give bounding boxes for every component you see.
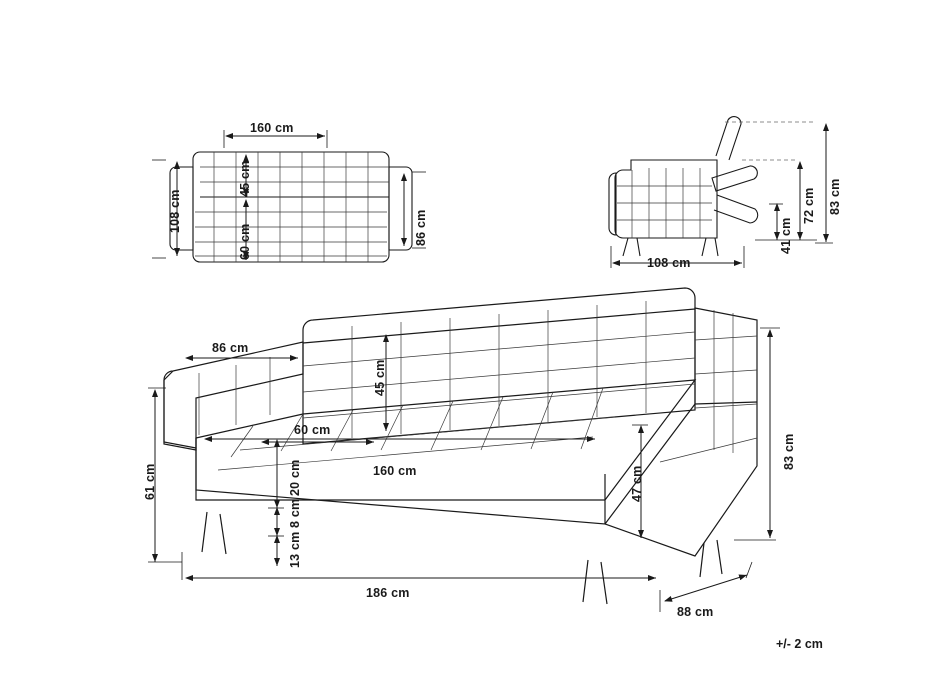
dim-top-seat-back: 45 cm — [238, 160, 252, 197]
dim-top-seat-depth: 60 cm — [238, 223, 252, 260]
dim-top-arm-depth: 86 cm — [414, 209, 428, 246]
dim-persp-left-height: 61 cm — [143, 463, 157, 500]
side-view-dimensions — [611, 124, 833, 268]
top-view-drawing — [170, 152, 412, 262]
dim-top-depth: 108 cm — [168, 189, 182, 233]
dim-persp-total-width: 186 cm — [366, 586, 410, 600]
dim-persp-seat-depth: 60 cm — [294, 423, 331, 437]
dim-persp-seat-width: 160 cm — [373, 464, 417, 478]
dim-persp-total-height: 83 cm — [782, 433, 796, 470]
perspective-view-dimensions — [148, 328, 780, 612]
dim-side-seat-height: 41 cm — [779, 217, 793, 254]
dim-persp-total-depth: 88 cm — [677, 605, 714, 619]
tolerance-note: +/- 2 cm — [776, 637, 823, 651]
dim-persp-leg: 13 cm — [288, 531, 302, 568]
dim-side-back-height: 72 cm — [802, 187, 816, 224]
dim-persp-back-height: 45 cm — [373, 359, 387, 396]
dim-side-total-height: 83 cm — [828, 178, 842, 215]
dim-top-width: 160 cm — [250, 121, 294, 135]
dim-persp-arm-height: 47 cm — [630, 465, 644, 502]
dim-side-depth: 108 cm — [647, 256, 691, 270]
dim-persp-rail: 8 cm — [288, 498, 302, 528]
dim-persp-arm-depth: 86 cm — [212, 341, 249, 355]
dim-persp-seat-thickness: 20 cm — [288, 459, 302, 496]
perspective-view-drawing — [164, 288, 757, 604]
